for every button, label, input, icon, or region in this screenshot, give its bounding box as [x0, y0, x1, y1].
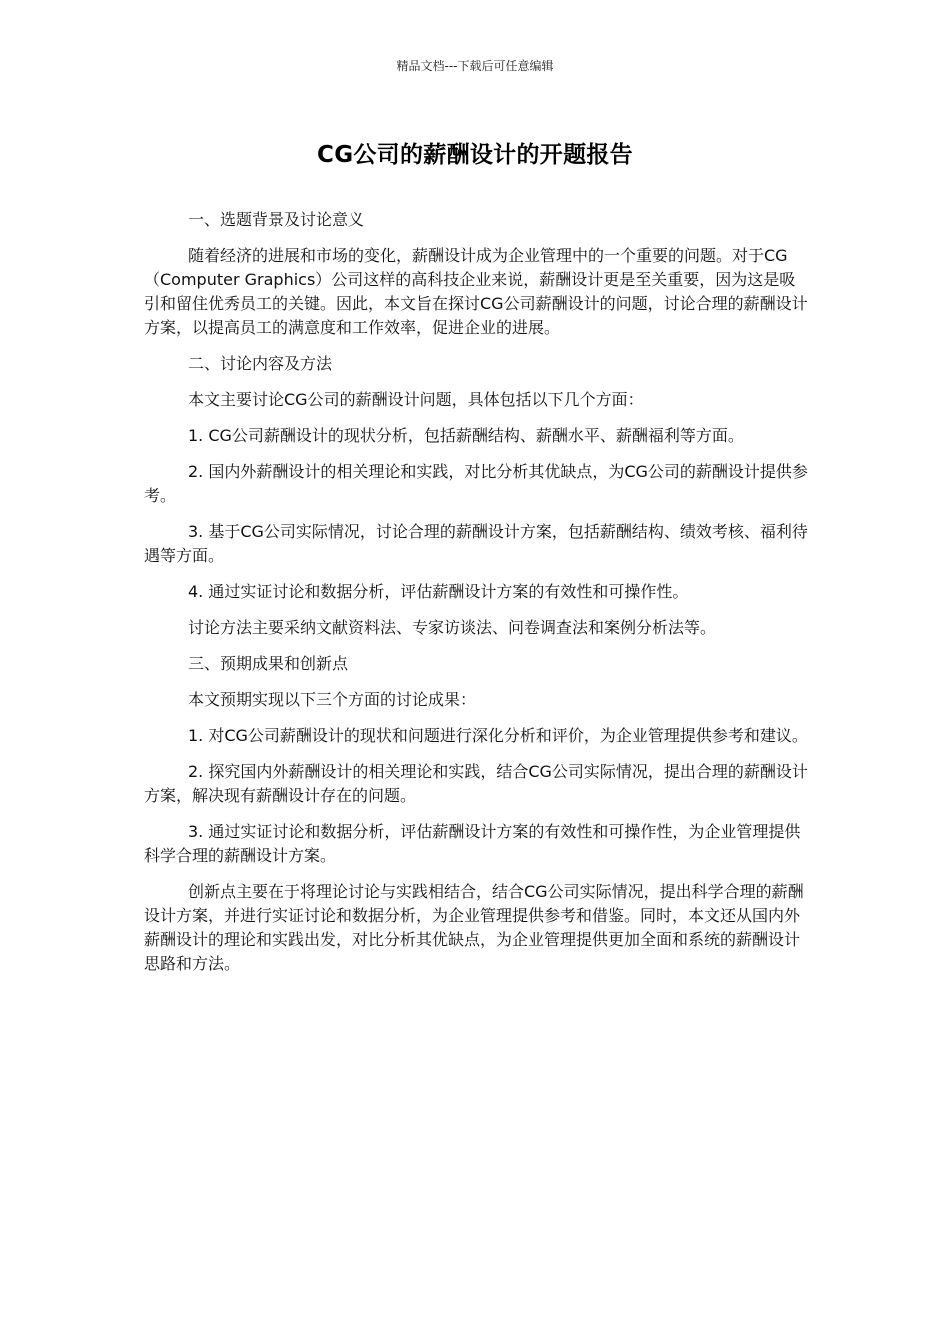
paragraph-content-intro: 本文主要讨论CG公司的薪酬设计问题，具体包括以下几个方面： — [188, 390, 644, 409]
section-heading-outcomes: 三、预期成果和创新点 — [188, 654, 349, 673]
paragraph-innovation: 创新点主要在于将理论讨论与实践相结合，结合CG公司实际情况，提出科学合理的薪酬设计方案，并进行实证讨论和数据分析，为企业管理提供参考和借鉴。同时，本文还从国内外薪酬设计的理论和实践出发，对比分析其优缺点，为企业管理提供更加全面和系统的薪酬设计思路和方法。 — [144, 882, 804, 973]
document-title: CG公司的薪酬设计的开题报告 — [317, 142, 633, 168]
list-item-content-1: 1. CG公司薪酬设计的现状分析，包括薪酬结构、薪酬水平、薪酬福利等方面。 — [188, 426, 744, 445]
document-body — [144, 208, 810, 988]
section-heading-content-method: 二、讨论内容及方法 — [188, 354, 333, 373]
list-item-content-2: 2. 国内外薪酬设计的相关理论和实践，对比分析其优缺点，为CG公司的薪酬设计提供参考。 — [144, 462, 808, 505]
section-heading-background: 一、选题背景及讨论意义 — [188, 210, 365, 229]
list-item-outcome-1: 1. 对CG公司薪酬设计的现状和问题进行深化分析和评价，为企业管理提供参考和建议。 — [188, 726, 808, 745]
paragraph-background: 随着经济的进展和市场的变化，薪酬设计成为企业管理中的一个重要的问题。对于CG（Computer Graphics）公司这样的高科技企业来说，薪酬设计更是至关重要，因为这是吸引和留住优秀员工的关键。因此，本文旨在探讨CG公司薪酬设计的问题，讨论合理的薪酬设计方案，以提高员工的满意度和工作效率，促进企业的进展。 — [144, 246, 808, 337]
list-item-content-4: 4. 通过实证讨论和数据分析，评估薪酬设计方案的有效性和可操作性。 — [188, 582, 689, 601]
paragraph-outcomes-intro: 本文预期实现以下三个方面的讨论成果： — [188, 690, 477, 709]
list-item-outcome-2: 2. 探究国内外薪酬设计的相关理论和实践，结合CG公司实际情况，提出合理的薪酬设计方案，解决现有薪酬设计存在的问题。 — [144, 762, 808, 805]
list-item-outcome-3: 3. 通过实证讨论和数据分析，评估薪酬设计方案的有效性和可操作性，为企业管理提供科学合理的薪酬设计方案。 — [144, 822, 801, 865]
page-header: 精品文档---下载后可任意编辑 — [396, 59, 554, 73]
list-item-content-3: 3. 基于CG公司实际情况，讨论合理的薪酬设计方案，包括薪酬结构、绩效考核、福利待遇等方面。 — [144, 522, 808, 565]
paragraph-method: 讨论方法主要采纳文献资料法、专家访谈法、问卷调查法和案例分析法等。 — [188, 618, 717, 637]
